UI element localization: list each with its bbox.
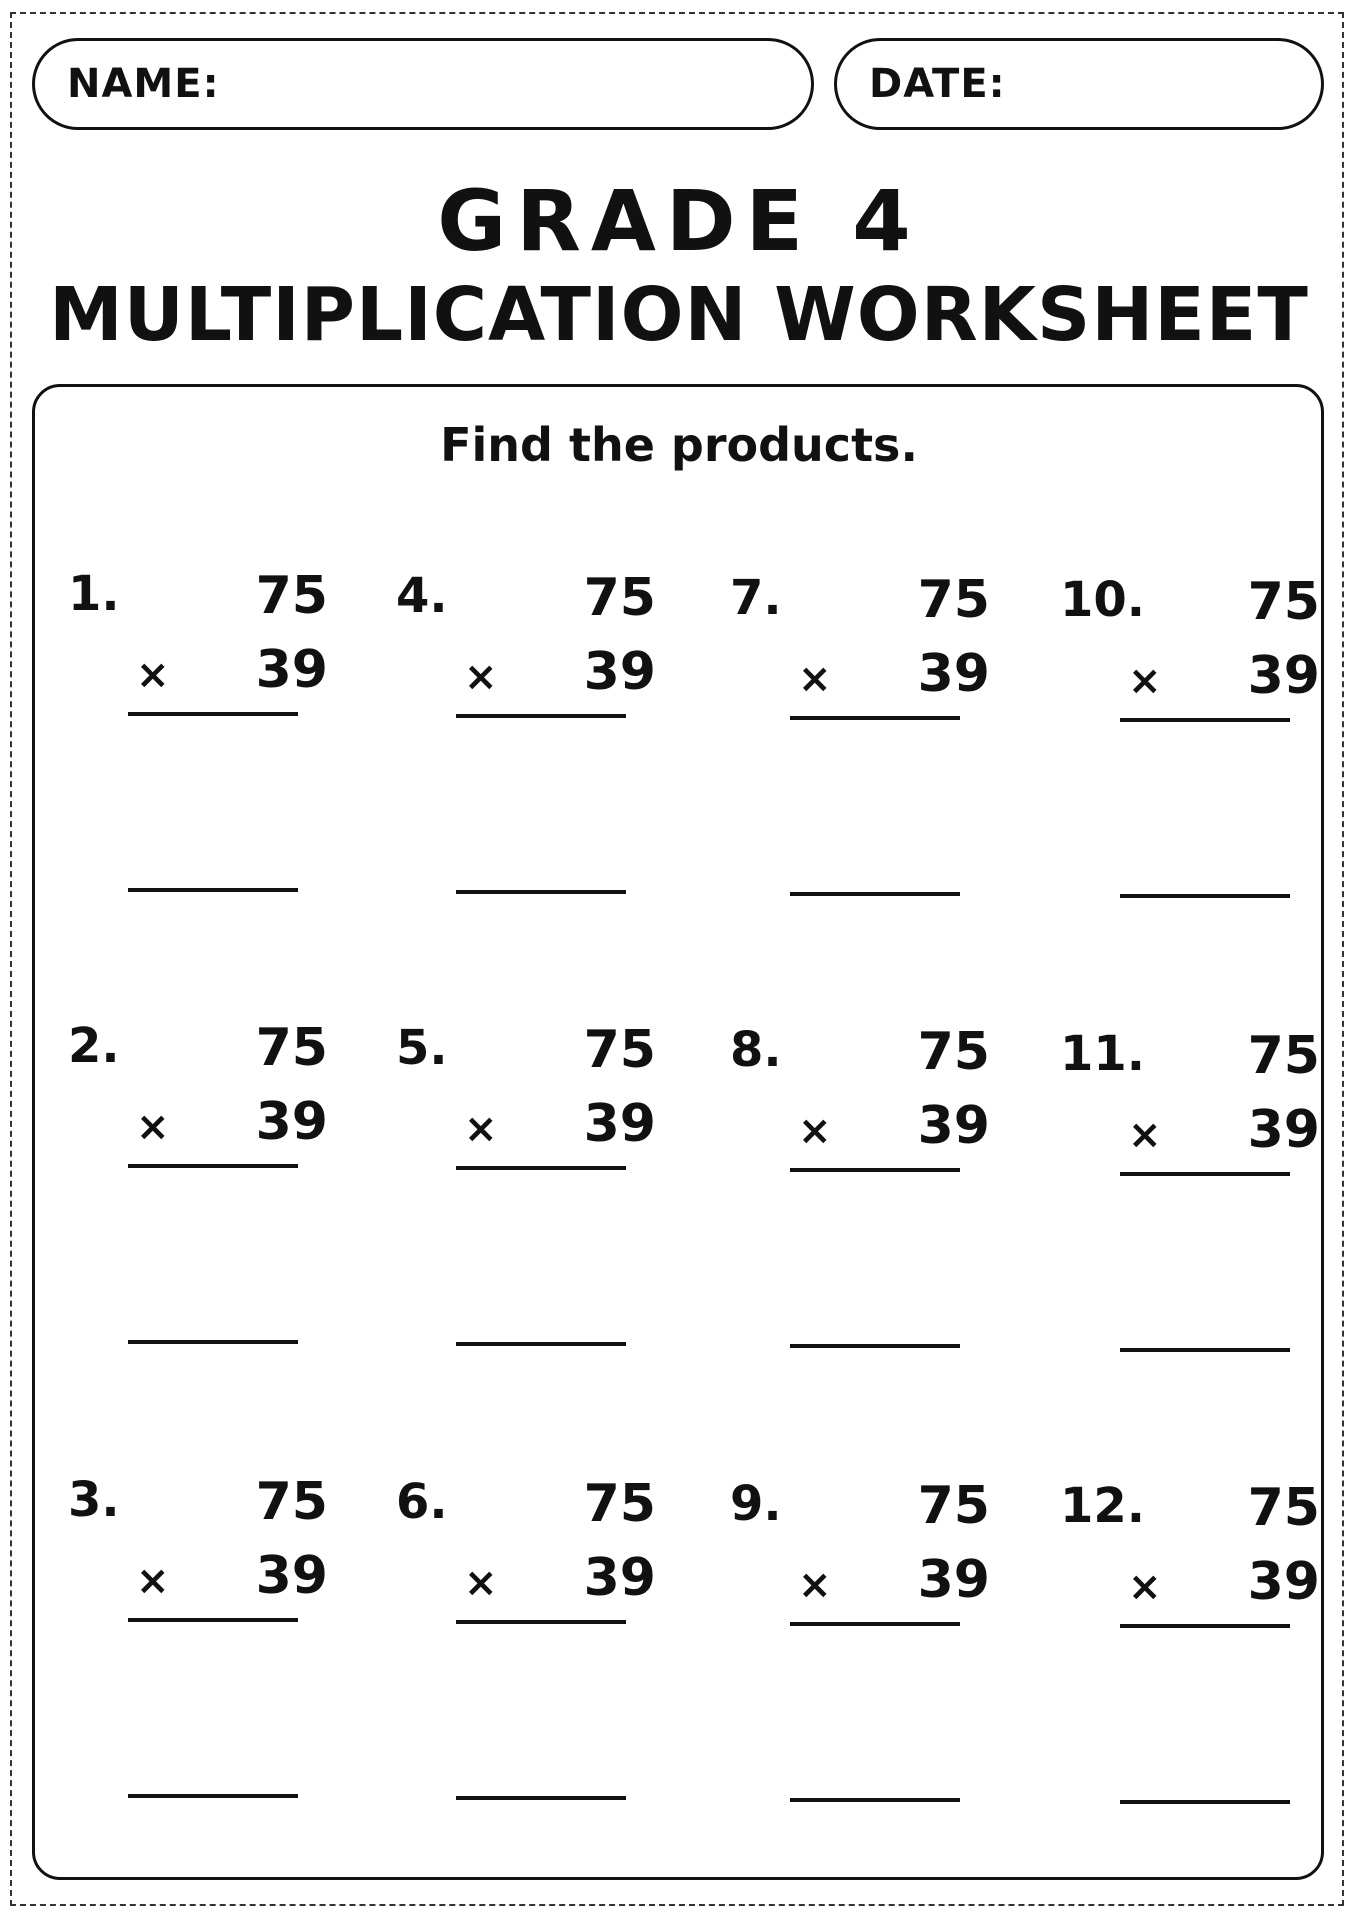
- times-sign: ×: [136, 652, 170, 698]
- name-label: NAME:: [67, 61, 220, 107]
- problem-number: 7.: [730, 570, 782, 626]
- problem-number: 6.: [396, 1474, 448, 1530]
- problem: [396, 568, 656, 928]
- problem: [68, 1472, 328, 1832]
- problem-number: 3.: [68, 1472, 120, 1528]
- multiplicand: 75: [1247, 1478, 1320, 1538]
- problem: [1060, 1026, 1320, 1386]
- answer-blank[interactable]: [128, 1794, 298, 1798]
- problem-number: 2.: [68, 1018, 120, 1074]
- product-line: [790, 716, 960, 720]
- name-field[interactable]: [32, 38, 814, 130]
- multiplier: 39: [917, 644, 990, 704]
- product-line: [790, 1168, 960, 1172]
- times-sign: ×: [798, 1108, 832, 1154]
- multiplicand: 75: [255, 1018, 328, 1078]
- times-sign: ×: [798, 656, 832, 702]
- problem-number: 4.: [396, 568, 448, 624]
- multiplicand: 75: [917, 570, 990, 630]
- product-line: [456, 1166, 626, 1170]
- times-sign: ×: [1128, 1112, 1162, 1158]
- answer-blank[interactable]: [790, 892, 960, 896]
- product-line: [1120, 1624, 1290, 1628]
- multiplicand: 75: [1247, 1026, 1320, 1086]
- times-sign: ×: [1128, 658, 1162, 704]
- date-field[interactable]: [834, 38, 1324, 130]
- answer-blank[interactable]: [456, 1796, 626, 1800]
- answer-blank[interactable]: [1120, 894, 1290, 898]
- answer-blank[interactable]: [456, 1342, 626, 1346]
- title-grade: GRADE 4: [437, 172, 921, 270]
- product-line: [1120, 1172, 1290, 1176]
- problem: [396, 1020, 656, 1380]
- problem-number: 5.: [396, 1020, 448, 1076]
- multiplicand: 75: [255, 566, 328, 626]
- multiplicand: 75: [255, 1472, 328, 1532]
- problem: [730, 1476, 990, 1836]
- product-line: [128, 1164, 298, 1168]
- problem-number: 11.: [1060, 1026, 1146, 1082]
- problem: [396, 1474, 656, 1834]
- problem-number: 12.: [1060, 1478, 1146, 1534]
- answer-blank[interactable]: [1120, 1800, 1290, 1804]
- times-sign: ×: [798, 1562, 832, 1608]
- instruction-text: Find the products.: [440, 418, 918, 472]
- multiplicand: 75: [583, 1020, 656, 1080]
- answer-blank[interactable]: [790, 1798, 960, 1802]
- multiplier: 39: [1247, 1552, 1320, 1612]
- product-line: [456, 1620, 626, 1624]
- multiplicand: 75: [917, 1476, 990, 1536]
- multiplier: 39: [583, 1094, 656, 1154]
- problem-number: 8.: [730, 1022, 782, 1078]
- product-line: [456, 714, 626, 718]
- problem-number: 10.: [1060, 572, 1146, 628]
- product-line: [1120, 718, 1290, 722]
- problem: [1060, 572, 1320, 932]
- times-sign: ×: [464, 1106, 498, 1152]
- answer-blank[interactable]: [1120, 1348, 1290, 1352]
- answer-blank[interactable]: [128, 1340, 298, 1344]
- multiplier: 39: [255, 640, 328, 700]
- multiplier: 39: [917, 1096, 990, 1156]
- multiplier: 39: [583, 642, 656, 702]
- times-sign: ×: [136, 1558, 170, 1604]
- date-label: DATE:: [869, 61, 1006, 107]
- times-sign: ×: [464, 1560, 498, 1606]
- problem: [1060, 1478, 1320, 1838]
- multiplicand: 75: [583, 568, 656, 628]
- title-worksheet: MULTIPLICATION WORKSHEET: [49, 272, 1309, 358]
- multiplicand: 75: [917, 1022, 990, 1082]
- problem: [68, 1018, 328, 1378]
- multiplier: 39: [1247, 646, 1320, 706]
- multiplier: 39: [583, 1548, 656, 1608]
- problem: [730, 570, 990, 930]
- multiplier: 39: [255, 1546, 328, 1606]
- multiplier: 39: [255, 1092, 328, 1152]
- multiplier: 39: [1247, 1100, 1320, 1160]
- times-sign: ×: [1128, 1564, 1162, 1610]
- answer-blank[interactable]: [790, 1344, 960, 1348]
- multiplicand: 75: [583, 1474, 656, 1534]
- problem: [730, 1022, 990, 1382]
- product-line: [790, 1622, 960, 1626]
- multiplier: 39: [917, 1550, 990, 1610]
- multiplicand: 75: [1247, 572, 1320, 632]
- times-sign: ×: [464, 654, 498, 700]
- answer-blank[interactable]: [128, 888, 298, 892]
- product-line: [128, 712, 298, 716]
- problem-number: 9.: [730, 1476, 782, 1532]
- answer-blank[interactable]: [456, 890, 626, 894]
- problem-number: 1.: [68, 566, 120, 622]
- product-line: [128, 1618, 298, 1622]
- times-sign: ×: [136, 1104, 170, 1150]
- problem: [68, 566, 328, 926]
